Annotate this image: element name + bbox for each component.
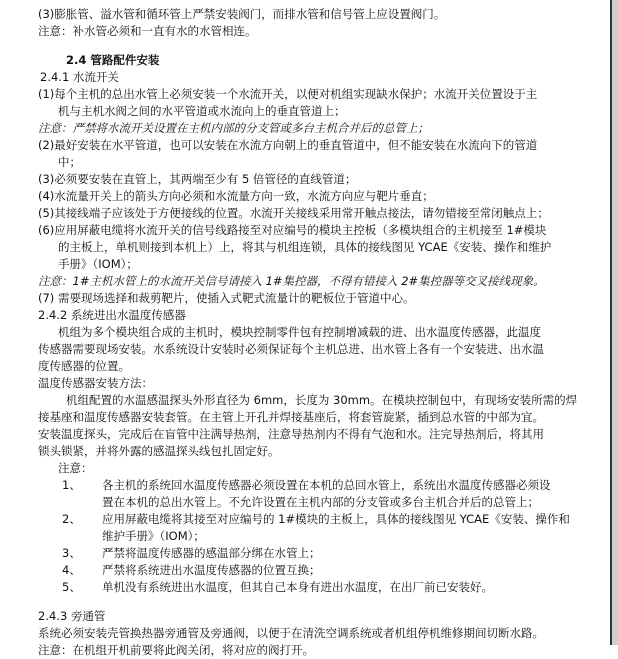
page-edge-shadow <box>612 0 618 645</box>
paragraph: 机与主机水阀之间的水平管道或水流向上的垂直管道上； <box>58 104 346 118</box>
paragraph: (5)其接线端子应该处于方便接线的位置。水流开关接线采用常开触点接法，请勿错接至常闭触点上； <box>38 206 549 220</box>
note-number: 3、 <box>62 546 81 560</box>
subsection-heading-2-4-3: 2.4.3 旁通管 <box>38 609 106 623</box>
note-number: 4、 <box>62 563 81 577</box>
subsection-heading-2-4-1: 2.4.1 水流开关 <box>40 70 119 84</box>
paragraph: 锁头锁紧，并将外露的感温探头线包扎固定好。 <box>38 444 280 458</box>
paragraph: (3)膨胀管、溢水管和循环管上严禁安装阀门，而排水管和信号管上应设置阀门。 <box>38 7 446 21</box>
note-item: 维护手册》（IOM）； <box>102 529 205 543</box>
paragraph: 温度传感器安装方法： <box>38 376 153 390</box>
paragraph: 安装温度探头，完成后在盲管中注满导热剂，注意导热剂内不得有气泡和水。注完导热剂后，将其用 <box>38 427 544 441</box>
note-number: 2、 <box>62 512 81 526</box>
paragraph: (6)应用屏蔽电缆将水流开关的信号线路接至对应编号的模块主控板（多模块组合的主机接至 1#模块 <box>38 223 547 237</box>
paragraph: 的主板上，单机则接到本机上）上，将其与机组连锁，具体的接线图见 YCAE《安装、操作和维护 <box>58 240 552 254</box>
note-text: 注意：在机组开机前要将此阀关闭，将对应的阀打开。 <box>38 643 314 657</box>
note-number: 5、 <box>62 580 81 594</box>
note-item: 置在本机的总出水管上。不允许设置在主机内部的分支管或多台主机合并后的总管上； <box>102 495 539 509</box>
paragraph: (3)必须要安装在直管上，其两端至少有 5 倍管径的直线管道； <box>38 172 357 186</box>
section-heading-2-4: 2.4 管路配件安装 <box>66 53 160 67</box>
paragraph: 机组为多个模块组合成的主机时，模块控制零件包有控制增减载的进、出水温度传感器，此温度 <box>58 325 541 339</box>
paragraph: 手册》（IOM）； <box>58 257 138 271</box>
document-content <box>38 6 606 659</box>
note-item: 严禁将系统进出水温度传感器的位置互换； <box>102 563 321 577</box>
paragraph: (7) 需要现场选择和裁剪靶片，使插入式靶式流量计的靶板位于管道中心。 <box>38 291 415 305</box>
paragraph: (2)最好安装在水平管道，也可以安装在水流方向朝上的垂直管道中，但不能安装在水流向下的管道 <box>38 138 538 152</box>
note-text: 注意：严禁将水流开关设置在主机内部的分支管或多台主机合并后的总管上； <box>38 121 429 135</box>
paragraph: (1)每个主机的总出水管上必须安装一个水流开关，以便对机组实现缺水保护；水流开关位置设于主 <box>38 87 538 101</box>
subsection-heading-2-4-2: 2.4.2 系统进出水温度传感器 <box>38 308 186 322</box>
note-item: 各主机的系统回水温度传感器必须设置在本机的总回水管上，系统出水温度传感器必须设 <box>102 478 551 492</box>
note-item: 应用屏蔽电缆将其接至对应编号的 1#模块的主板上，具体的接线图见 YCAE《安装、操作和 <box>102 512 570 526</box>
paragraph: 接基座和温度传感器安装套管。在主管上开孔并焊接基座后，将套管旋紧，插到总水管的中部为宜。 <box>38 410 544 424</box>
note-number: 1、 <box>62 478 81 492</box>
note-text: 注意：补水管必须和一直有水的水管相连。 <box>38 24 257 38</box>
paragraph: 系统必须安装壳管换热器旁通管及旁通阀，以便于在清洗空调系统或者机组停机维修期间切断水路。 <box>38 626 544 640</box>
paragraph: 度传感器的位置。 <box>38 359 130 373</box>
note-item: 单机没有系统进出水温度，但其自己本身有进出水温度，在出厂前已安装好。 <box>102 580 493 594</box>
note-label: 注意： <box>58 461 93 475</box>
paragraph: 机组配置的水温感温探头外形直径为 6mm，长度为 30mm。在模块控制包中，有现场安装所需的焊 <box>66 393 578 407</box>
paragraph: (4)水流量开关上的箭头方向必须和水流量方向一致，水流方向应与靶片垂直； <box>38 189 434 203</box>
note-item: 严禁将温度传感器的感温部分绑在水管上； <box>102 546 321 560</box>
paragraph: 传感器需要现场安装。水系统设计安装时必须保证每个主机总进、出水管上各有一个安装进、出水温 <box>38 342 544 356</box>
note-text: 注意：1#主机水管上的水流开关信号请接入 1#集控器，不得有错接入 2#集控器等交叉接线现象。 <box>38 274 545 288</box>
paragraph: 中； <box>58 155 81 169</box>
